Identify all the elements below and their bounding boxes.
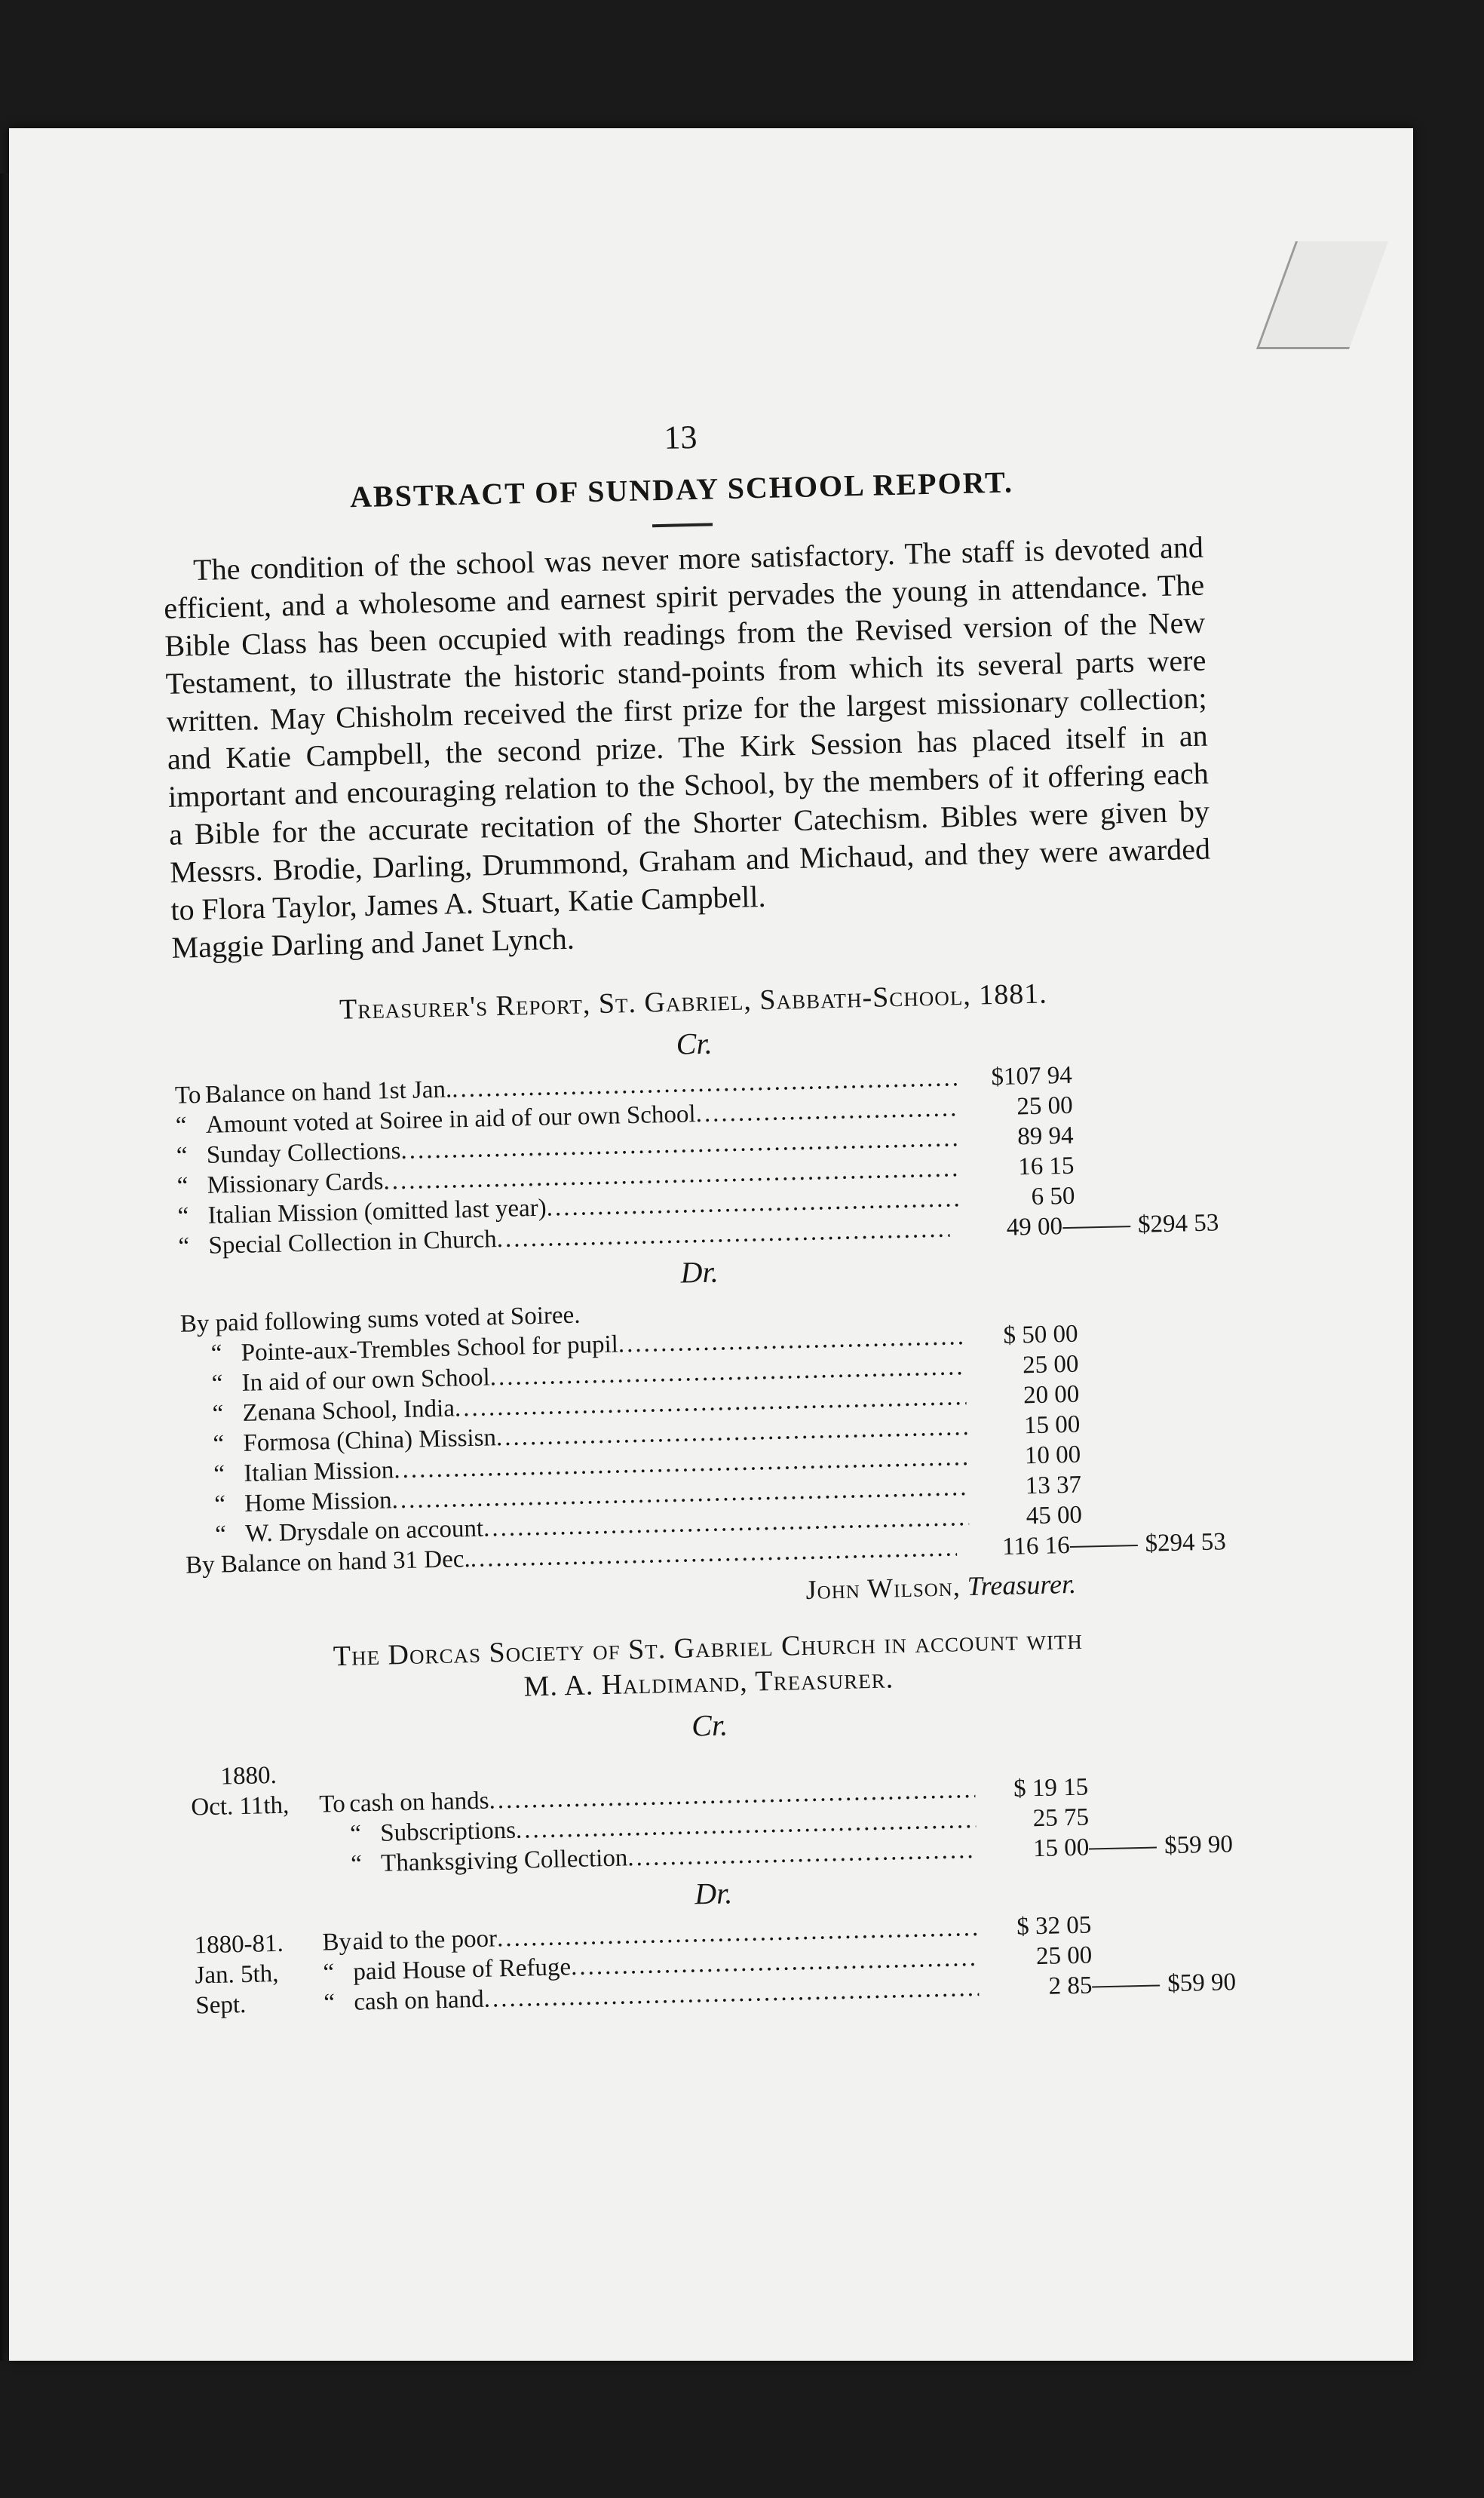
dorcas-dr-ledger	[194, 1907, 1236, 2021]
row-prefix: “	[213, 1460, 225, 1488]
dorcas-dr-total: $59 90	[1167, 1969, 1237, 1998]
row-amount: $107 94	[991, 1061, 1073, 1091]
row-date: Sept.	[195, 1990, 247, 2020]
row-label: Thanksgiving Collection	[380, 1844, 628, 1877]
row-amount: 25 75	[1032, 1803, 1090, 1833]
dorcas-year: 1880.	[220, 1761, 277, 1791]
row-label: W. Drysdale on account	[244, 1514, 484, 1548]
row-prefix: “	[178, 1232, 190, 1260]
row-amount: 15 00	[1032, 1834, 1090, 1863]
signature-name: John Wilson,	[805, 1571, 961, 1605]
row-date	[192, 1873, 320, 1876]
dorcas-dr-heading: Dr.	[694, 1876, 733, 1911]
dr-total: $294 53	[1145, 1528, 1227, 1557]
row-amount: 49 00	[1006, 1213, 1063, 1241]
row-label: Missionary Cards	[207, 1168, 384, 1199]
report-heading: ABSTRACT OF SUNDAY SCHOOL REPORT.	[349, 465, 1014, 514]
row-amount: 45 00	[1026, 1501, 1083, 1530]
row-amount: 25 00	[1016, 1091, 1074, 1121]
row-amount: 10 00	[1024, 1441, 1081, 1470]
dorcas-cr-heading: Cr.	[691, 1708, 728, 1743]
row-amount: 89 94	[1016, 1122, 1074, 1151]
row-prefix: “	[349, 1820, 362, 1848]
row-amount: $ 19 15	[1013, 1773, 1089, 1803]
row-prefix: “	[175, 1112, 188, 1140]
row-label: Zenana School, India	[242, 1395, 455, 1427]
treasurer-cr-ledger	[175, 1057, 1219, 1261]
dr-intro: By paid following sums voted at Soiree.	[179, 1301, 581, 1338]
row-label: Subscriptions	[379, 1816, 517, 1847]
row-label: Formosa (China) Missisn	[243, 1424, 497, 1457]
dorcas-title-line1: The Dorcas Society of St. Gabriel Church in account with	[333, 1623, 1084, 1673]
row-prefix: “	[323, 1989, 336, 2017]
row-date: Jan. 5th,	[195, 1959, 279, 1990]
treasurer-dr-heading: Dr.	[679, 1254, 719, 1290]
row-amount: 20 00	[1023, 1380, 1080, 1410]
row-label: Pointe-aux-Trembles School for pupil	[241, 1330, 619, 1367]
row-prefix: “	[214, 1521, 227, 1548]
row-label: paid House of Refuge	[353, 1953, 572, 1986]
row-prefix: “	[176, 1172, 189, 1200]
row-prefix: “	[210, 1340, 222, 1367]
row-label: Special Collection in Church	[208, 1226, 498, 1260]
balance-amount: 116 16	[1001, 1532, 1071, 1561]
row-amount: 15 00	[1023, 1410, 1081, 1440]
row-amount: $ 50 00	[1003, 1320, 1078, 1349]
cr-total: $294 53	[1137, 1209, 1219, 1238]
row-amount: 25 00	[1035, 1941, 1093, 1971]
row-label: In aid of our own School	[241, 1364, 491, 1397]
row-prefix: “	[213, 1430, 225, 1458]
report-paragraph-end: Maggie Darling and Janet Lynch.	[171, 921, 575, 965]
row-label: cash on hands	[348, 1787, 489, 1818]
treasurer-dr-ledger	[179, 1285, 1226, 1580]
row-date	[192, 1843, 320, 1846]
row-prefix: “	[176, 1142, 188, 1170]
row-label: Italian Mission (omitted last year)	[207, 1194, 547, 1229]
document-page	[9, 128, 1413, 2361]
row-label: Amount voted at Soiree in aid of our own School	[205, 1100, 696, 1139]
row-amount: 16 15	[1017, 1152, 1075, 1181]
page-content	[160, 407, 1237, 2021]
row-amount: 2 85	[1048, 1972, 1093, 2000]
row-label: cash on hand	[353, 1985, 485, 2016]
row-prefix: “	[177, 1202, 189, 1230]
row-date: 1880-81.	[194, 1929, 284, 1959]
dorcas-cr-ledger	[190, 1738, 1233, 1883]
row-prefix: “	[350, 1850, 363, 1878]
row-prefix: “	[323, 1959, 335, 1987]
dorcas-cr-total: $59 90	[1164, 1831, 1234, 1860]
total-rule	[1089, 1847, 1157, 1850]
total-rule	[1092, 1985, 1160, 1988]
treasurer-report-title: Treasurer's Report, St. Gabriel, Sabbath-School, 1881.	[339, 977, 1048, 1026]
dorcas-title	[187, 1619, 1229, 1711]
row-prefix: “	[212, 1400, 224, 1428]
heading-rule	[652, 523, 713, 527]
row-amount: 13 37	[1025, 1471, 1082, 1500]
row-prefix: By	[322, 1928, 352, 1956]
row-prefix: “	[213, 1490, 226, 1518]
row-amount: 25 00	[1022, 1350, 1079, 1379]
row-label: Balance on hand 1st Jan.	[204, 1076, 452, 1109]
row-prefix: “	[211, 1370, 223, 1398]
row-label: Italian Mission	[244, 1456, 394, 1487]
row-prefix: To	[174, 1081, 201, 1109]
row-date: Oct. 11th,	[191, 1791, 290, 1821]
row-label: Sunday Collections	[206, 1137, 401, 1169]
row-amount: $ 32 05	[1016, 1911, 1092, 1941]
page-number: 13	[663, 418, 698, 456]
signature-role: Treasurer.	[967, 1568, 1077, 1602]
row-amount: 6 50	[1031, 1182, 1075, 1211]
balance-label: By Balance on hand 31 Dec.	[185, 1545, 471, 1579]
treasurer-cr-heading: Cr.	[676, 1026, 713, 1061]
total-rule	[1070, 1545, 1138, 1548]
row-prefix: To	[318, 1790, 346, 1818]
dorcas-title-line2: M. A. Haldimand, Treasurer.	[523, 1662, 894, 1703]
total-rule	[1062, 1226, 1130, 1229]
report-paragraph: The condition of the school was never more satisfactory. The staff is devoted and efficient, and a wholesome and earnest spirit pervades the young in attendance. The Bible Class has been occupied with readings from the Revised version of the New Testament, to illustrate the historic stand-points from which its several parts were written. May Chisholm received the first prize for the largest missionary collection; and Katie Campbell, the second prize. The Kirk Session has placed itself in an important and encouraging relation to the School, by the members of it offering each a Bible for the accurate recitation of the Shorter Catechism. Bibles were given by Messrs. Brodie, Darling, Drummond, Graham and Michaud, and they were awarded to Flora Taylor, James A. Stuart, Katie Campbell.	[163, 529, 1211, 927]
folded-corner	[1256, 241, 1388, 349]
row-label: aid to the poor	[352, 1925, 498, 1956]
row-label: Home Mission	[244, 1487, 392, 1518]
